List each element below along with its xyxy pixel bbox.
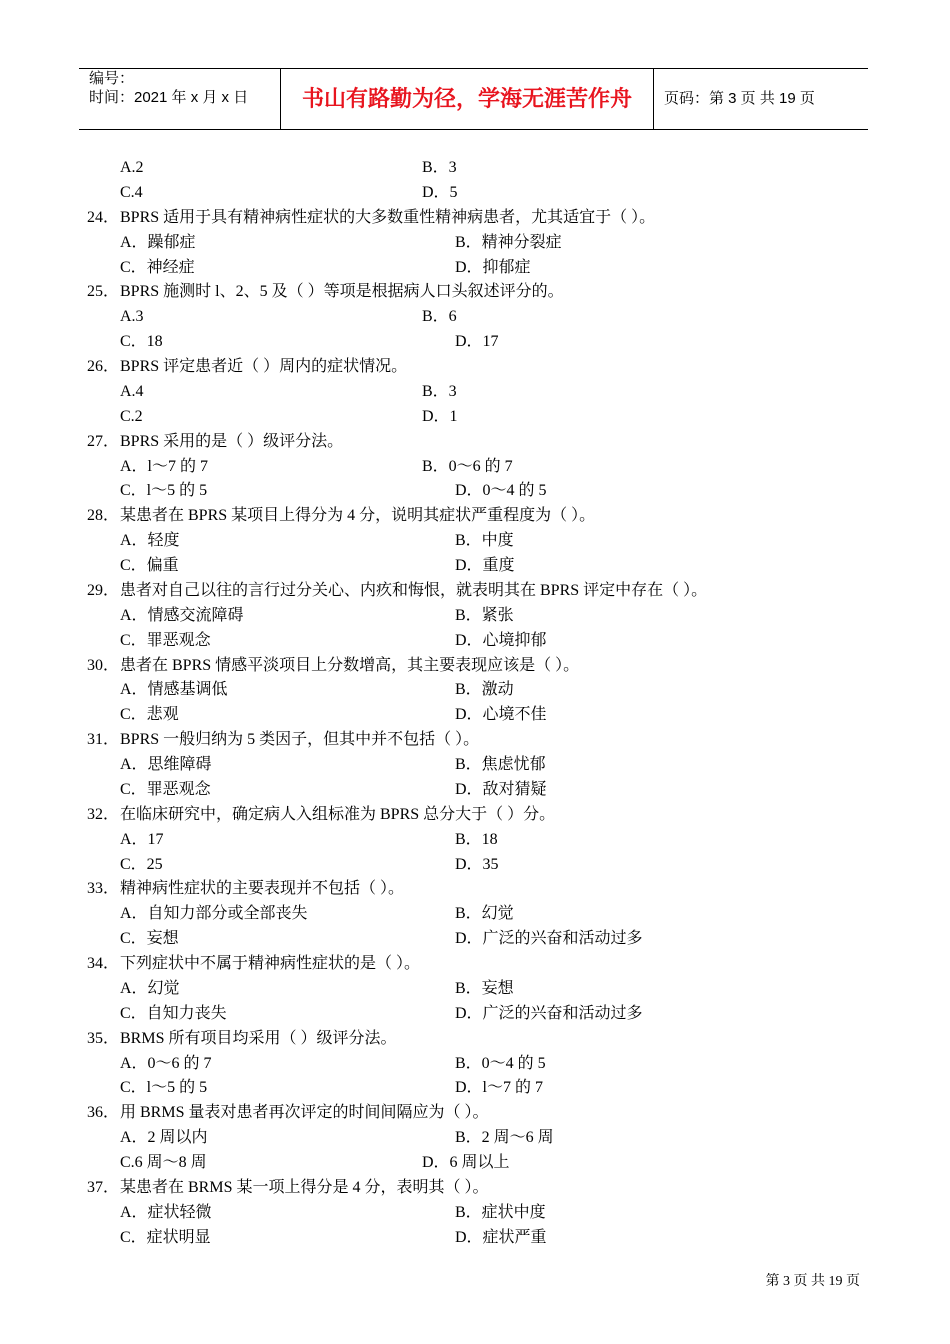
question-number: 27． (87, 432, 120, 450)
question-35 (87, 1027, 867, 1052)
question-text: 某患者在 BRMS 某一项上得分是 4 分，表明其（ ）。 (120, 1178, 489, 1196)
question-text: BPRS 施测时 l、2、5 及（ ）等项是根据病人口头叙述评分的。 (120, 283, 564, 301)
question-number: 30． (87, 656, 120, 674)
option-32-d: D．35 (455, 855, 499, 873)
option-33-d: D．广泛的兴奋和活动过多 (455, 930, 643, 948)
option-26-b: B．3 (422, 382, 457, 400)
option-row (87, 629, 867, 654)
option-27-d: D．0～4 的 5 (455, 482, 547, 500)
option-31-a: A．思维障碍 (120, 756, 212, 773)
option-row (87, 703, 867, 728)
option-26-a: A.4 (120, 382, 144, 400)
option-25-b: B．6 (422, 308, 457, 326)
option-36-a: A．2 周以内 (120, 1129, 208, 1147)
prev-option-row-ab (87, 156, 867, 181)
header-motto: 书山有路勤为径，学海无涯苦作舟 (280, 69, 654, 129)
option-37-b: B．症状中度 (455, 1203, 546, 1221)
option-36-b: B．2 周～6 周 (455, 1129, 554, 1147)
question-24 (87, 206, 867, 231)
option-35-d: D．l～7 的 7 (455, 1079, 544, 1097)
option-row (87, 1126, 867, 1151)
option-25-a: A.3 (120, 308, 144, 326)
option-row (87, 1002, 867, 1027)
option-row (87, 678, 867, 703)
question-number: 29． (87, 581, 120, 599)
question-number: 35． (87, 1029, 120, 1047)
option-row (87, 828, 867, 853)
question-26 (87, 355, 867, 380)
option-26-c: C.2 (120, 407, 143, 425)
option-37-a: A．症状轻微 (120, 1203, 212, 1221)
question-28 (87, 504, 867, 529)
question-25 (87, 280, 867, 305)
option-29-b: B．紧张 (455, 606, 514, 624)
question-text: 在临床研究中，确定病人入组标准为 BPRS 总分大于（ ）分。 (120, 805, 556, 823)
question-number: 32． (87, 805, 120, 823)
question-number: 26． (87, 358, 120, 375)
option-row (87, 902, 867, 927)
question-34 (87, 952, 867, 977)
option-24-d: D．抑郁症 (455, 258, 531, 276)
option-row (87, 753, 867, 778)
prev-option-d: D．5 (422, 183, 458, 201)
header-time: 时间：2021 年 x 月 x 日 (89, 89, 249, 106)
question-number: 34． (87, 955, 120, 972)
option-30-d: D．心境不佳 (455, 706, 547, 724)
option-row (87, 256, 867, 281)
option-30-b: B．激动 (455, 681, 514, 699)
option-35-a: A．0～6 的 7 (120, 1054, 212, 1072)
option-24-a: A．躁郁症 (120, 233, 196, 251)
question-29 (87, 579, 867, 604)
question-text: BPRS 一般归纳为 5 类因子，但其中并不包括（ ）。 (120, 731, 480, 749)
option-30-c: C．悲观 (120, 706, 179, 724)
option-row (87, 977, 867, 1002)
option-row (87, 554, 867, 579)
option-34-d: D．广泛的兴奋和活动过多 (455, 1004, 643, 1022)
option-row (87, 927, 867, 952)
option-36-c: C.6 周～8 周 (120, 1154, 207, 1171)
question-30 (87, 654, 867, 679)
header-left-cell (79, 69, 280, 129)
option-row (87, 529, 867, 554)
question-36 (87, 1101, 867, 1126)
question-37 (87, 1176, 867, 1201)
option-28-b: B．中度 (455, 532, 514, 550)
option-32-b: B．18 (455, 830, 498, 848)
question-number: 24． (87, 208, 120, 226)
option-row (87, 1052, 867, 1077)
option-27-b: B．0～6 的 7 (422, 457, 513, 475)
prev-option-c: C.4 (120, 183, 143, 201)
option-31-b: B．焦虑忧郁 (455, 756, 546, 773)
option-26-d: D．1 (422, 407, 458, 425)
question-number: 33． (87, 880, 120, 898)
option-37-d: D．症状严重 (455, 1228, 547, 1246)
option-28-d: D．重度 (455, 557, 515, 574)
option-25-d: D．17 (455, 333, 499, 351)
question-number: 28． (87, 507, 120, 525)
option-32-a: A．17 (120, 830, 164, 848)
header-page-info: 页码：第 3 页 共 19 页 (664, 90, 815, 107)
question-text: 精神病性症状的主要表现并不包括（ ）。 (120, 880, 405, 898)
option-24-b: B．精神分裂症 (455, 233, 562, 251)
question-text: 患者对自己以往的言行过分关心、内疚和悔恨，就表明其在 BPRS 评定中存在（ ）。 (120, 581, 708, 599)
header-table (79, 68, 868, 130)
option-31-d: D．敌对猜疑 (455, 780, 547, 798)
option-33-c: C．妄想 (120, 930, 179, 948)
option-28-a: A．轻度 (120, 532, 180, 550)
question-text: 下列症状中不属于精神病性症状的是（ ）。 (120, 955, 421, 972)
option-row (87, 1226, 867, 1251)
option-33-b: B．幻觉 (455, 905, 514, 923)
option-row (87, 604, 867, 629)
question-32 (87, 803, 867, 828)
option-37-c: C．症状明显 (120, 1228, 211, 1246)
option-row (87, 231, 867, 256)
question-text: 患者在 BPRS 情感平淡项目上分数增高，其主要表现应该是（ ）。 (120, 656, 580, 674)
option-row (87, 1076, 867, 1101)
prev-option-b: B．3 (422, 159, 457, 176)
footer-page-number: 第 3 页 共 19 页 (765, 1274, 860, 1289)
option-row (87, 305, 867, 330)
option-34-a: A．幻觉 (120, 979, 180, 997)
prev-option-row-cd (87, 181, 867, 206)
option-row (87, 380, 867, 405)
option-33-a: A．自知力部分或全部丧失 (120, 905, 308, 923)
option-29-c: C．罪恶观念 (120, 631, 211, 649)
question-number: 25． (87, 283, 120, 301)
option-row (87, 330, 867, 355)
option-29-a: A．情感交流障碍 (120, 606, 244, 624)
option-27-c: C．l～5 的 5 (120, 482, 208, 500)
question-text: BPRS 采用的是（ ）级评分法。 (120, 432, 344, 450)
option-row (87, 1201, 867, 1226)
option-24-c: C．神经症 (120, 258, 195, 276)
option-row (87, 405, 867, 430)
option-28-c: C．偏重 (120, 557, 179, 574)
option-30-a: A．情感基调低 (120, 681, 228, 699)
option-row (87, 455, 867, 480)
question-31 (87, 728, 867, 753)
question-text: BPRS 适用于具有精神病性症状的大多数重性精神病患者，尤其适宜于（ ）。 (120, 208, 656, 226)
question-number: 36． (87, 1104, 120, 1122)
option-34-c: C．自知力丧失 (120, 1004, 227, 1022)
option-row (87, 479, 867, 504)
option-32-c: C．25 (120, 855, 163, 873)
question-number: 37． (87, 1178, 120, 1196)
option-27-a: A．l～7 的 7 (120, 457, 209, 475)
option-row (87, 1151, 867, 1176)
question-33 (87, 877, 867, 902)
option-36-d: D．6 周以上 (422, 1154, 510, 1171)
question-text: BRMS 所有项目均采用（ ）级评分法。 (120, 1029, 397, 1047)
prev-option-a: A.2 (120, 159, 144, 176)
option-29-d: D．心境抑郁 (455, 631, 547, 649)
option-34-b: B．妄想 (455, 979, 514, 997)
option-row (87, 778, 867, 803)
option-31-c: C．罪恶观念 (120, 780, 211, 798)
option-25-c: C．18 (120, 333, 163, 351)
header-serial-label: 编号： (89, 70, 135, 87)
question-text: 某患者在 BPRS 某项目上得分为 4 分，说明其症状严重程度为（ ）。 (120, 507, 596, 525)
question-text: 用 BRMS 量表对患者再次评定的时间间隔应为（ ）。 (120, 1104, 489, 1122)
option-row (87, 853, 867, 878)
question-text: BPRS 评定患者近（ ）周内的症状情况。 (120, 358, 408, 375)
option-35-c: C．l～5 的 5 (120, 1079, 208, 1097)
option-35-b: B．0～4 的 5 (455, 1054, 546, 1072)
question-list (87, 156, 867, 1251)
question-number: 31． (87, 731, 120, 749)
question-27 (87, 430, 867, 455)
